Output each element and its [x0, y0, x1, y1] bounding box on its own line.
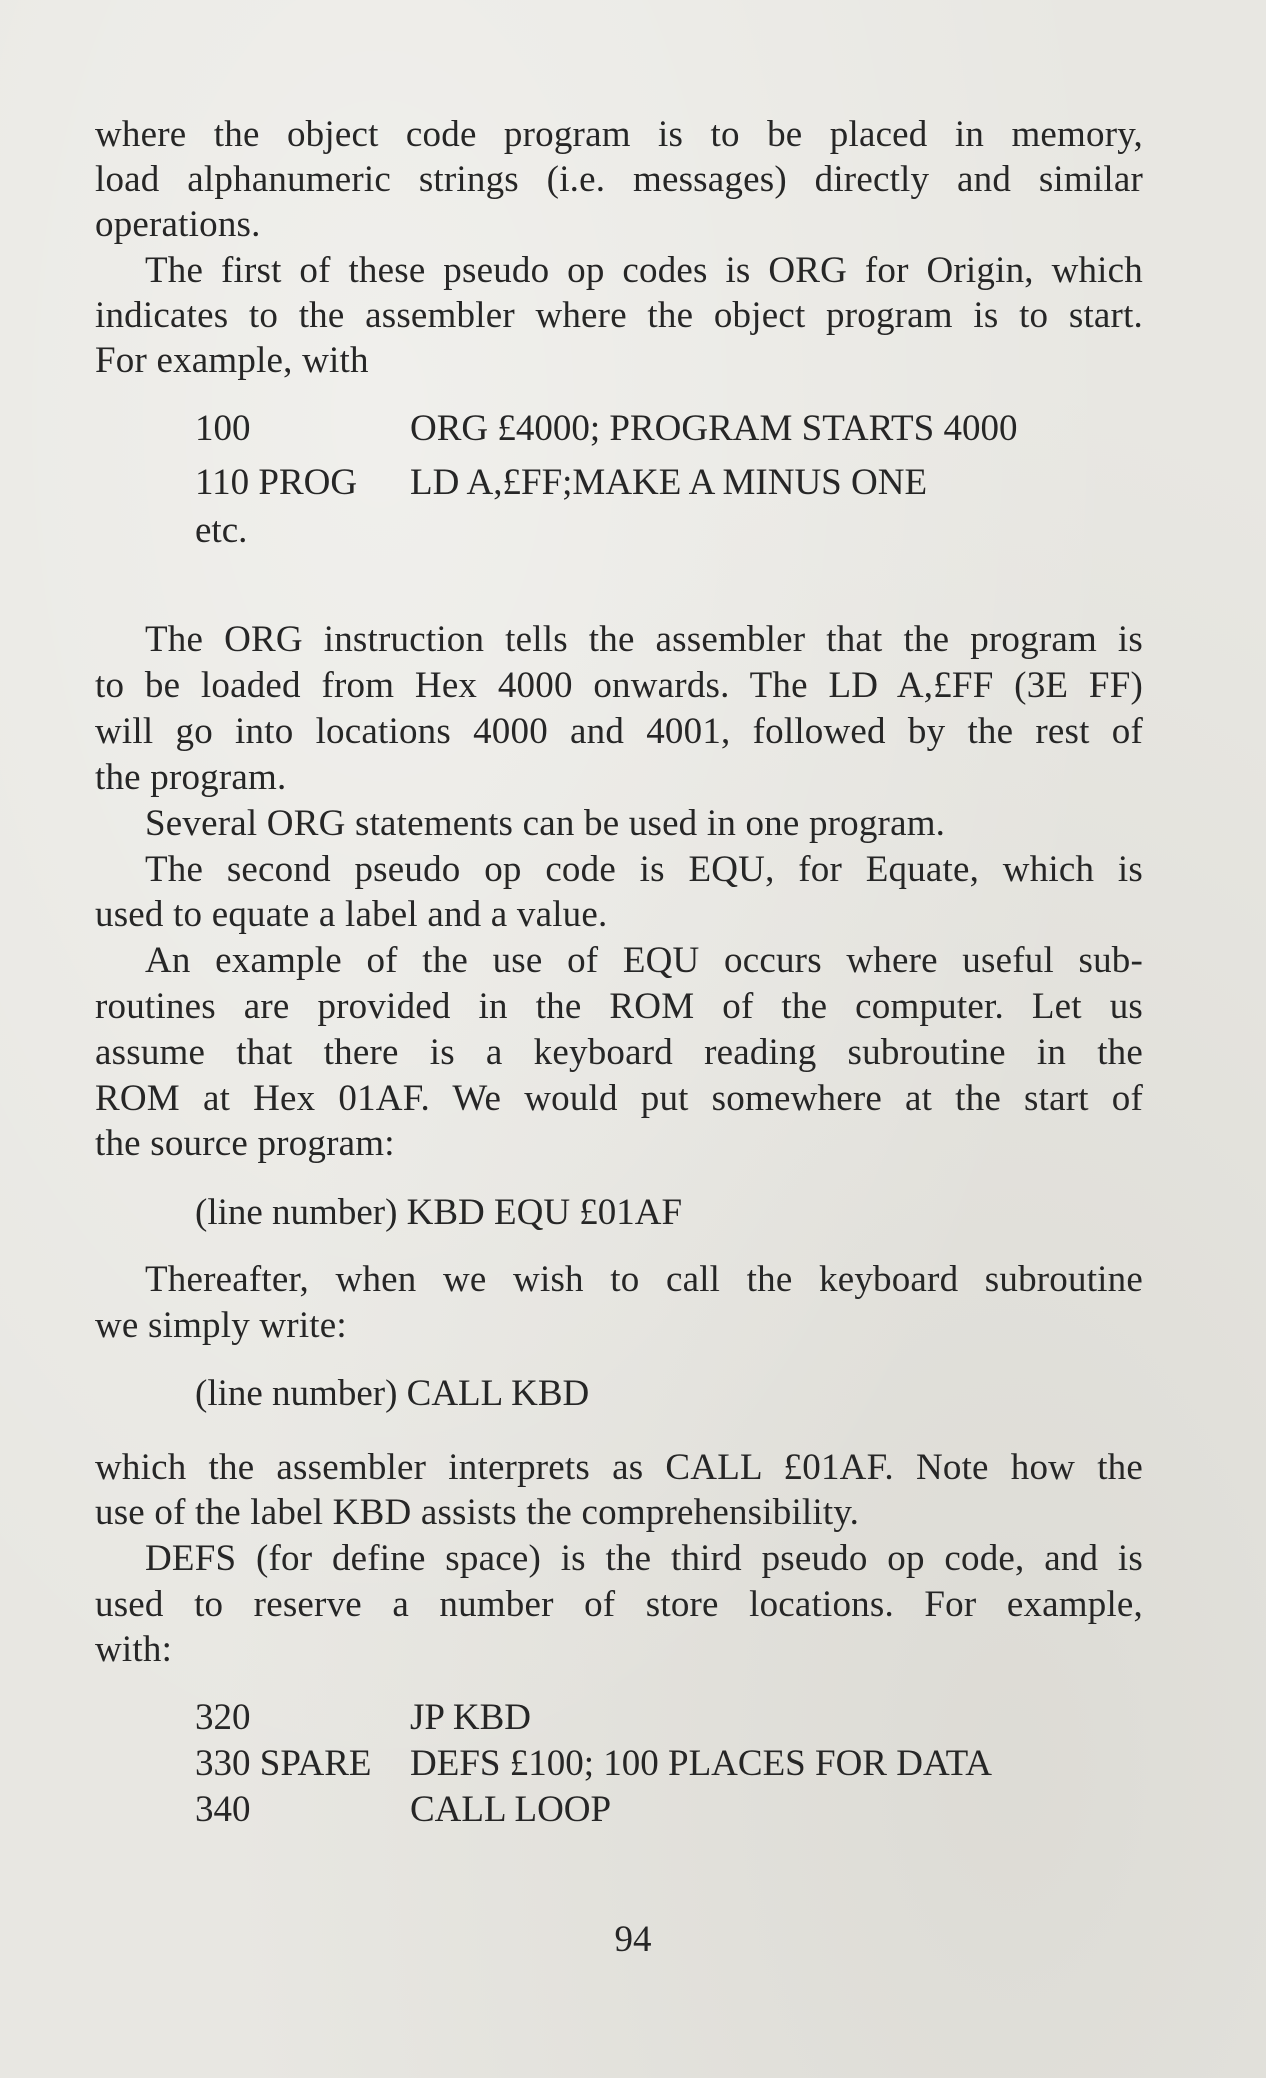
- code-instruction: LD A,£FF;MAKE A MINUS ONE: [410, 462, 928, 503]
- text-line: to be loaded from Hex 4000 onwards. The LD A,£FF (3E FF): [95, 665, 1143, 706]
- code-line-number: 100: [195, 408, 251, 449]
- code-line-number: 110 PROG: [195, 462, 358, 503]
- text-line: will go into locations 4000 and 4001, followed by the rest of: [95, 711, 1143, 752]
- code-line-number: 320: [195, 1697, 251, 1738]
- text-line: where the object code program is to be placed in memory,: [95, 114, 1143, 155]
- text-line: we simply write:: [95, 1305, 347, 1346]
- text-line: used to equate a label and a value.: [95, 894, 608, 935]
- text-line: the program.: [95, 757, 287, 798]
- code-line-number: etc.: [195, 510, 248, 551]
- code-instruction: DEFS £100; 100 PLACES FOR DATA: [410, 1743, 992, 1784]
- code-line: (line number) KBD EQU £01AF: [195, 1192, 683, 1233]
- text-line: assume that there is a keyboard reading subroutine in the: [95, 1032, 1143, 1073]
- code-instruction: CALL LOOP: [410, 1789, 612, 1830]
- code-line-number: 330 SPARE: [195, 1743, 372, 1784]
- text-line: The second pseudo op code is EQU, for Equate, which is: [145, 849, 1143, 890]
- code-instruction: ORG £4000; PROGRAM STARTS 4000: [410, 408, 1018, 449]
- page-number: 94: [614, 1919, 652, 1960]
- text-line: routines are provided in the ROM of the computer. Let us: [95, 986, 1143, 1027]
- text-line: The ORG instruction tells the assembler that the program is: [145, 619, 1143, 660]
- code-line-number: 340: [195, 1789, 251, 1830]
- text-line: ROM at Hex 01AF. We would put somewhere at the start of: [95, 1078, 1143, 1119]
- text-line: the source program:: [95, 1123, 395, 1164]
- text-line: use of the label KBD assists the comprehensibility.: [95, 1492, 860, 1533]
- text-line: For example, with: [95, 340, 369, 381]
- code-line: (line number) CALL KBD: [195, 1373, 590, 1414]
- text-line: load alphanumeric strings (i.e. messages) directly and similar: [95, 159, 1143, 200]
- text-line: An example of the use of EQU occurs where useful sub-: [145, 940, 1143, 981]
- text-line: used to reserve a number of store locations. For example,: [95, 1584, 1143, 1625]
- text-line: with:: [95, 1629, 173, 1670]
- text-line: The first of these pseudo op codes is ORG for Origin, which: [145, 250, 1143, 291]
- text-line: Several ORG statements can be used in one program.: [145, 803, 946, 844]
- text-line: indicates to the assembler where the object program is to start.: [95, 295, 1143, 336]
- text-line: which the assembler interprets as CALL £01AF. Note how the: [95, 1447, 1143, 1488]
- text-line: DEFS (for define space) is the third pseudo op code, and is: [145, 1538, 1143, 1579]
- text-line: Thereafter, when we wish to call the keyboard subroutine: [145, 1259, 1143, 1300]
- code-instruction: JP KBD: [410, 1697, 531, 1738]
- text-line: operations.: [95, 204, 261, 245]
